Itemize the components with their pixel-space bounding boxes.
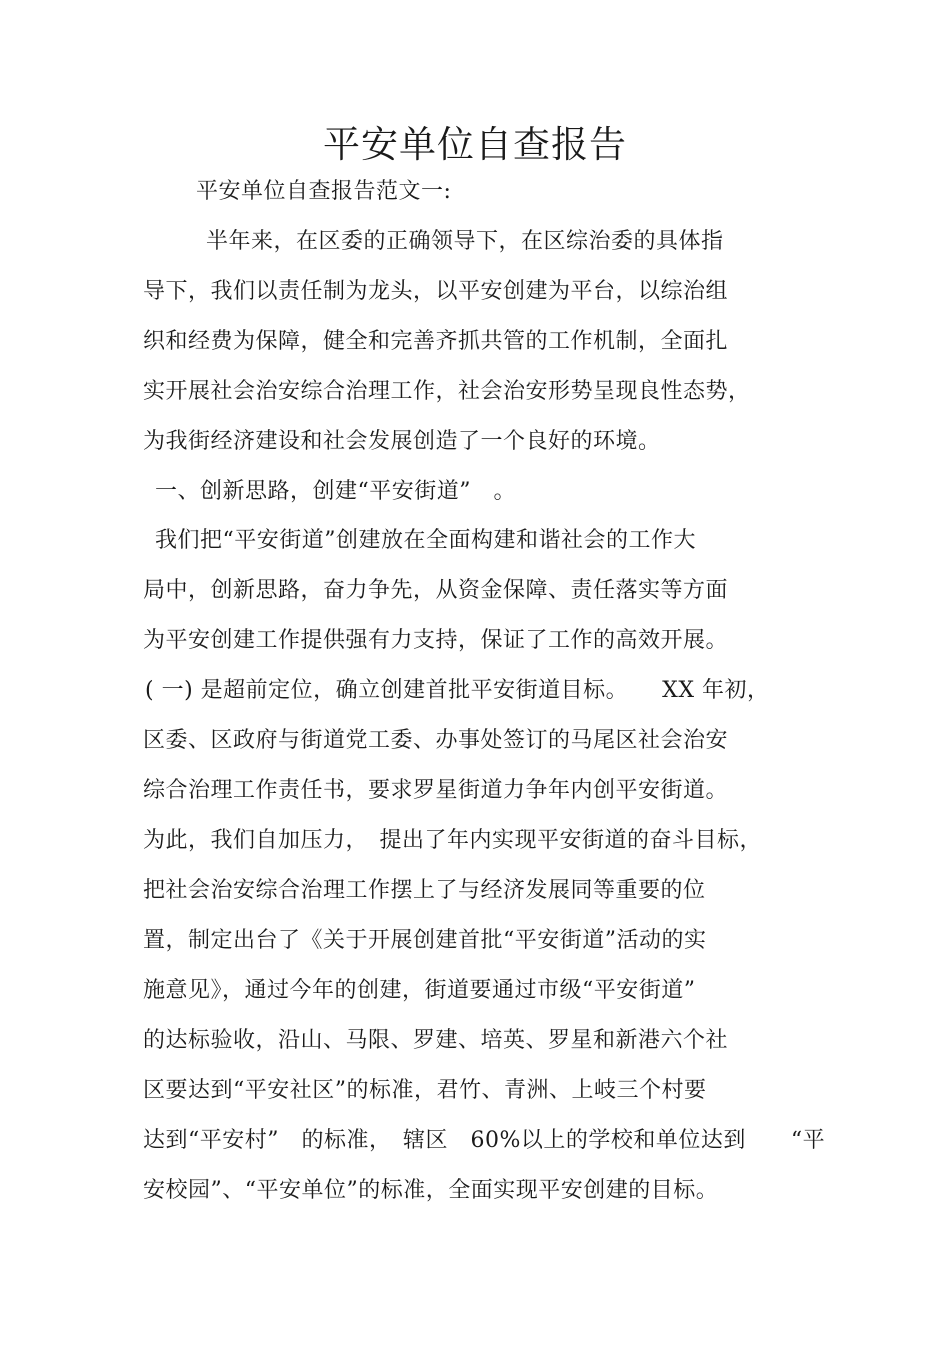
paragraph-line: 半年来，在区委的正确领导下，在区综治委的具体指 xyxy=(206,229,724,254)
subtitle-line: 平安单位自查报告范文一: xyxy=(196,179,452,204)
paragraph-line: 为平安创建工作提供强有力支持，保证了工作的高效开展。 xyxy=(143,628,729,653)
document-title: 平安单位自查报告 xyxy=(323,123,627,166)
section-heading: 一、创新思路，创建“平安街道” 。 xyxy=(155,479,516,504)
paragraph-line: 导下，我们以责任制为龙头，以平安创建为平台，以综治组 xyxy=(143,279,729,304)
paragraph-line: ( 一) 是超前定位，确立创建首批平安街道目标。 XX 年初， xyxy=(145,678,770,703)
paragraph-line: 施意见》，通过今年的创建，街道要通过市级“平安街道” xyxy=(143,978,696,1003)
paragraph-line: 置，制定出台了《关于开展创建首批“平安街道”活动的实 xyxy=(143,928,707,953)
paragraph-line: 达到“平安村” 的标准， 辖区 60%以上的学校和单位达到 “平 xyxy=(143,1128,826,1153)
paragraph-line: 区要达到“平安社区”的标准，君竹、青洲、上岐三个村要 xyxy=(143,1078,707,1103)
paragraph-line: 把社会治安综合治理工作摆上了与经济发展同等重要的位 xyxy=(143,878,706,903)
paragraph-line: 局中，创新思路，奋力争先，从资金保障、责任落实等方面 xyxy=(143,578,729,603)
paragraph-line: 为此，我们自加压力， 提出了年内实现平安街道的奋斗目标， xyxy=(143,828,763,853)
paragraph-line: 安校园”、“平安单位”的标准，全面实现平安创建的目标。 xyxy=(143,1178,719,1203)
paragraph-line: 综合治理工作责任书，要求罗星街道力争年内创平安街道。 xyxy=(143,778,729,803)
paragraph-line: 的达标验收，沿山、马限、罗建、培英、罗星和新港六个社 xyxy=(143,1028,729,1053)
paragraph-line: 织和经费为保障，健全和完善齐抓共管的工作机制，全面扎 xyxy=(143,329,729,354)
paragraph-line: 区委、区政府与街道党工委、办事处签订的马尾区社会治安 xyxy=(143,728,729,753)
paragraph-line: 为我街经济建设和社会发展创造了一个良好的环境。 xyxy=(143,429,661,454)
paragraph-line: 我们把“平安街道”创建放在全面构建和谐社会的工作大 xyxy=(155,528,696,553)
paragraph-line: 实开展社会治安综合治理工作，社会治安形势呈现良性态势， xyxy=(143,379,751,404)
